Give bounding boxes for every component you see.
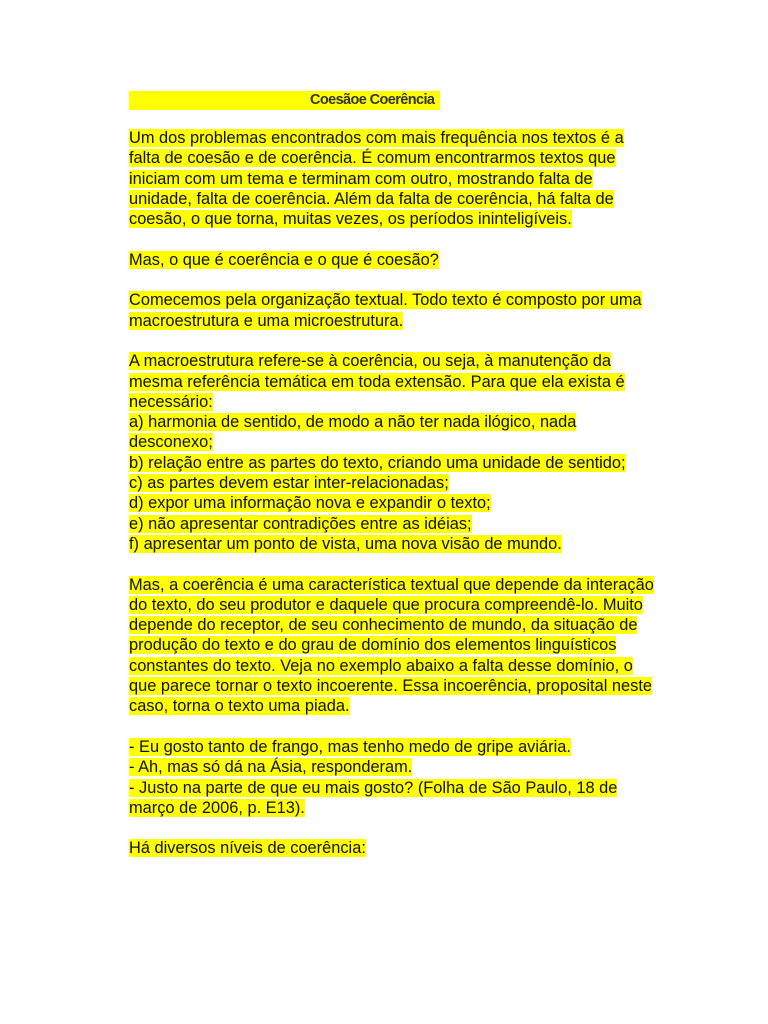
text-line: que parece tornar o texto incoerente. Essa incoerência, proposital neste: [129, 677, 652, 696]
dialogue-line: - Ah, mas só dá na Ásia, responderam.: [129, 758, 413, 777]
text-line: do texto, do seu produtor e daquele que procura compreendê-lo. Muito: [129, 595, 643, 614]
dialogue-line: março de 2006, p. E13).: [129, 798, 305, 817]
list-item: c) as partes devem estar inter-relacionadas;: [129, 474, 449, 493]
text-line: coesão, o que torna, muitas vezes, os períodos ininteligíveis.: [129, 210, 572, 229]
paragraph-dialogue-example: [129, 737, 659, 818]
text-line: necessário:: [129, 392, 213, 411]
paragraph-organization: [129, 290, 659, 331]
paragraph-levels: [129, 838, 659, 858]
text-line: Mas, o que é coerência e o que é coesão?: [129, 250, 439, 269]
paragraph-question: [129, 250, 659, 270]
paragraph-coherence-receiver: [129, 575, 659, 717]
text-line: Um dos problemas encontrados com mais frequência nos textos é a: [129, 129, 624, 147]
text-line: iniciam com um tema e terminam com outro, mostrando falta de: [129, 169, 593, 188]
list-item: b) relação entre as partes do texto, criando uma unidade de sentido;: [129, 453, 626, 472]
text-line: macroestrutura e uma microestrutura.: [129, 311, 404, 330]
document-title: Coesãoe Coerência: [310, 92, 435, 108]
list-item: f) apresentar um ponto de vista, uma nova visão de mundo.: [129, 534, 562, 553]
text-line: Comecemos pela organização textual. Todo texto é composto por uma: [129, 291, 642, 310]
text-line: produção do texto e do grau de domínio dos elementos linguísticos: [129, 636, 617, 655]
text-line: falta de coesão e de coerência. É comum encontrarmos textos que: [129, 149, 616, 168]
text-line: mesma referência temática em toda extensão. Para que ela exista é: [129, 372, 625, 391]
list-item: a) harmonia de sentido, de modo a não ter nada ilógico, nada: [129, 413, 577, 432]
text-line: Mas, a coerência é uma característica textual que depende da interação: [129, 575, 654, 594]
text-line: constantes do texto. Veja no exemplo abaixo a falta desse domínio, o: [129, 656, 633, 675]
text-line: caso, torna o texto uma piada.: [129, 697, 350, 716]
list-item: d) expor uma informação nova e expandir o texto;: [129, 494, 491, 513]
text-line: unidade, falta de coerência. Além da falta de coerência, há falta de: [129, 189, 614, 208]
list-item: e) não apresentar contradições entre as idéias;: [129, 514, 472, 533]
paragraph-intro: [129, 128, 659, 229]
text-line: depende do receptor, de seu conhecimento de mundo, da situação de: [129, 616, 638, 635]
text-line: A macroestrutura refere-se à coerência, ou seja, à manutenção da: [129, 352, 611, 371]
title-highlight-bar: [129, 91, 440, 110]
dialogue-line: - Eu gosto tanto de frango, mas tenho medo de gripe aviária.: [129, 737, 571, 756]
document-body: [129, 128, 659, 879]
text-line: Há diversos níveis de coerência:: [129, 839, 366, 858]
list-item: desconexo;: [129, 433, 213, 452]
paragraph-macrostructure-list: [129, 351, 659, 554]
dialogue-line: - Justo na parte de que eu mais gosto? (Folha de São Paulo, 18 de: [129, 778, 618, 797]
